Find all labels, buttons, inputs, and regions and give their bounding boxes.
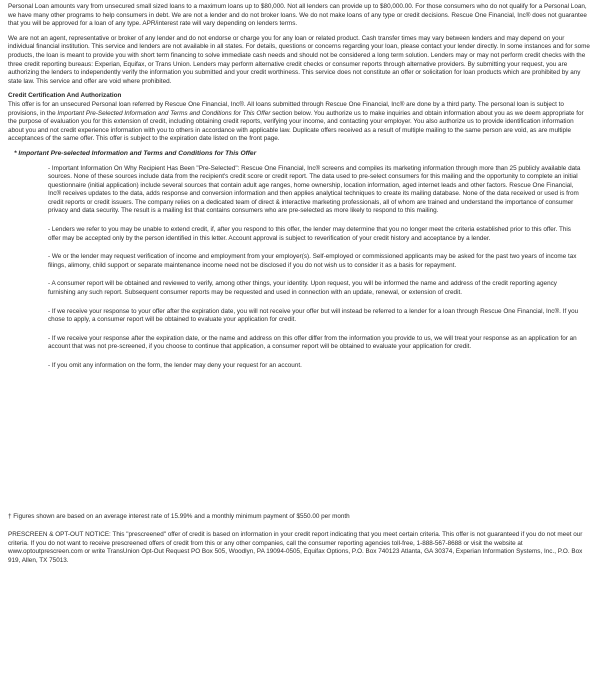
terms-item: - Lenders we refer to you may be unable to extend credit, if, after you respond to this offer, the lender may determine that you no longer meet the criteria established prior to this offer. This offer may be accepted only by the person identified in this letter. Account approval is subject to reverification of your credit history and acceptance by a lender. (48, 226, 571, 242)
credit-cert-body-italic: Important Pre-Selected Information and Terms and Conditions for This Offer (57, 109, 271, 117)
optout-notice: PRESCREEN & OPT-OUT NOTICE: This "prescreened" offer of credit is based on information in your credit report indicating that you meet certain criteria. This offer is not guaranteed if you do not meet our criteria. If you do not want to receive prescreened offers of credit from this or any other companies, call the consumer reporting agencies toll-free, 1-888-567-8688 or visit the website at www.optoutprescreen.com or write TransUnion Opt-Out Request PO Box 505, Woodlyn, PA 19094-0505, Equifax Options, P.O. Box 740123 Atlanta, GA 30374, Experian Information Systems, Inc., P.O. Box 919, Allen, TX 75013. (8, 531, 583, 564)
intro-paragraph-2: We are not an agent, representative or broker of any lender and do not endorse or charge you for any loan or related product. Cash transfer times may vary between lenders and may depend on your individual financial institution. This service and lenders are not available in all states. For details, questions or concerns regarding your loan, please contact your lender directly. In some instances and for some products, the loan is meant to provide you with short term financing to solve immediate cash needs and should not be considered a long term solution. Lenders may or may not perform credit checks with the three credit reporting bureaus: Experian, Equifax, or Trans Union. Lenders may perform alternative credit checks or consumer reports through alternative providers. By submitting your request, you are authorizing the lenders to independently verify the information you submitted and your credit worthiness. This service does not constitute an offer or solicitation for loan products which are prohibited by any state law. This service and offer are void where prohibited. (8, 34, 590, 85)
terms-section-title: * Important Pre-selected Information and Terms and Conditions for This Offer (14, 149, 257, 157)
terms-item: - Important Information On Why Recipient Has Been "Pre-Selected": Rescue One Financial, Inc® screens and compiles its marketing information through more than 25 publicly available data sources. None of these sources include data from the recipient's credit score or credit report. The data used to pre-select consumers for this mailing and the opportunity to complete an initial questionnaire (initial application) include several sources that contain adult age ranges, home ownership, location information, aged internet leads and other factors. Rescue One Financial, Inc® receives updates to the data, adds response and conversion information and then applies analytical techniques to create its mailing database. None of the data received or used is from credit reports or credit issuers. The company relies on a dedicated team of direct & interactive marketing professionals, all of whom are trained and understand the importance of consumer privacy and data security. The result is a mailing list that contains consumers who are pre-selected as more likely to respond to this mailing. (48, 164, 581, 215)
footnote: † Figures shown are based on an average interest rate of 15.99% and a monthly minimum payment of $550.00 per month (8, 512, 350, 520)
terms-item: - A consumer report will be obtained and reviewed to verify, among other things, your identity. Upon request, you will be informed the name and address of the credit reporting agency furnishing any such report. Subsequent consumer reports may be requested and used in connection with an update, renewal, or extension of credit. (48, 280, 557, 297)
blank-space (8, 381, 590, 513)
terms-item: - If you omit any information on the form, the lender may deny your request for an account. (48, 362, 302, 369)
terms-item: - If we receive your response after the expiration date, or the name and address on this offer differ from the information you provide to us, we will treat your response as an application for an account that was not pre-screened, if you choose to continue that application, a consumer report will be obtained to evaluate your application for credit. (48, 334, 577, 351)
credit-cert-heading: Credit Certification And Authorization (8, 92, 122, 100)
credit-cert-body (8, 101, 590, 144)
credit-cert-body-1: This offer is for an unsecured Personal loan referred by Rescue One Financial, Inc®. All loans submitted through Rescue One Financial, Inc® are done by a third party. The personal loan is subject to provisions, in the (8, 100, 564, 117)
terms-item: - If we receive your response to your offer after the expiration date, you will not receive your offer but will instead be referred to a lender for a loan through Rescue One Financial, Inc®. If you chose to apply, a consumer report will be obtained to evaluate your application for credit. (48, 307, 579, 324)
terms-item: - We or the lender may request verification of income and employment from your employer(s). Self-employed or commissioned applicants may be asked for the past two years of income tax filings, alimony, child support or separate maintenance income need not be disclosed if you do not wish us to consider it as a basis for repayment. (48, 253, 577, 269)
credit-cert-body-2: section below. You authorize us to make inquiries and obtain information about you as we deem appropriate for the purpose of evaluation you for this extension of credit, including obtaining credit reports, verifying your income, and contacting your employer. You also authorize us to provide identification information about you and not credit experience information with you to others in accordance with applicable law. Duplicate offers received as a result of multiple mailing to the same person are void, as are multiple acceptances of the same offer. This offer is subject to the expiration date listed on the front page. (8, 109, 584, 143)
intro-paragraph-1: Personal Loan amounts vary from unsecured small sized loans to a maximum loans up to $80,000. Not all lenders can provide up to $80,000.00. For those consumers who do not qualify for a Personal Loan, we have many other programs to help consumers in debt. We are not a lender and do not broker loans. We do not make loans of any type or credit decisions. Rescue One Financial, Inc® does not guarantee that you will be approved for a loan of any type. APR/interest rate will vary depending on lenders terms. (8, 3, 587, 28)
